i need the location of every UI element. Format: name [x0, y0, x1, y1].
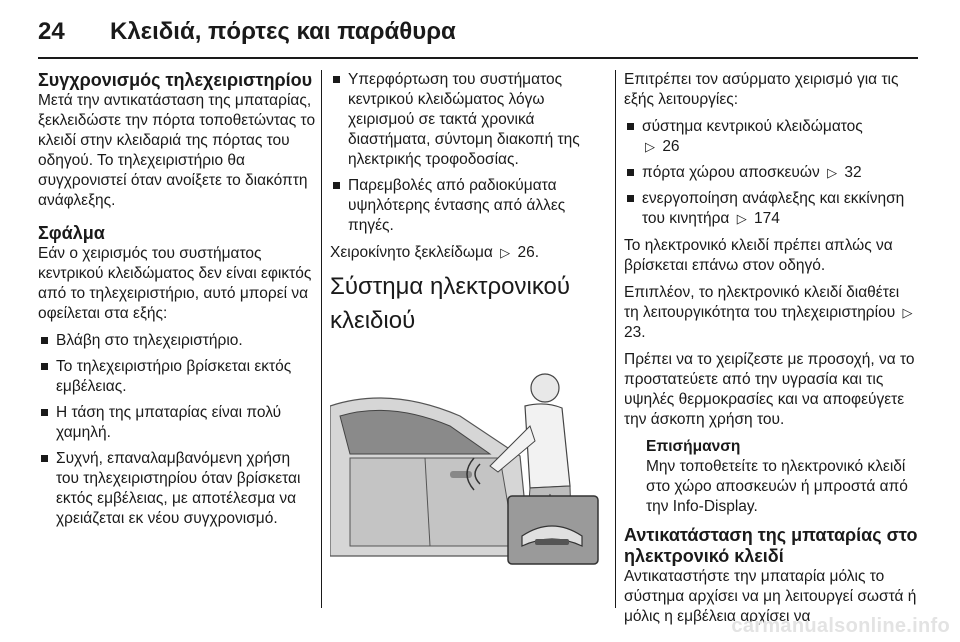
battery-body: Αντικαταστήστε την μπαταρία μόλις το σύστημα αρχίσει να μη λειτουργεί σωστά ή μόλις η εμβέλεια αρχίσει να [624, 568, 917, 625]
cross-reference-icon: ▷ [736, 211, 747, 226]
column-2 [330, 70, 610, 608]
manual-unlock-text: Χειροκίνητο ξεκλείδωμα [330, 244, 493, 261]
cross-reference-icon: ▷ [827, 165, 838, 180]
page-header [38, 10, 918, 54]
battery-heading: Αντικατάσταση της μπαταρίας στο ηλεκτρονικό κλειδί [624, 525, 918, 566]
fault-body: Εάν ο χειρισμός του συστήματος κεντρικού κλειδώματος δεν είναι εφικτός από το τηλεχειριστήριο, αυτό μπορεί να οφείλεται στα εξής: [38, 245, 312, 322]
list-item: Υπερφόρτωση του συστήματος κεντρικού κλειδώματος λόγω χειρισμού σε τακτά χρονικά διαστήματα, σύντομη διακοπή της ηλεκτρικής τροφοδοσίας. [330, 70, 610, 170]
section-heading: Σύστημα ηλεκτρονικού κλειδιού [330, 273, 571, 334]
cross-reference-icon: ▷ [902, 305, 913, 320]
manual-unlock-line [330, 243, 610, 263]
manual-unlock-ref[interactable]: 26. [517, 244, 540, 261]
page-reference[interactable]: 174 [754, 210, 780, 227]
list-item: Παρεμβολές από ραδιοκύματα υψηλότερης έντασης από άλλες πηγές. [330, 176, 610, 236]
list-item: Συχνή, επαναλαμβανόμενη χρήση του τηλεχειριστηρίου όταν βρίσκεται εκτός εμβέλειας, με αποτέλεσμα να χρειάζεται εκ νέου συγχρονισμό. [38, 449, 316, 529]
column-3 [624, 70, 918, 625]
watermark: carmanualsonline.info [731, 615, 950, 637]
electronic-key-illustration [330, 346, 600, 568]
list-item: ενεργοποίηση ανάφλεξης και εκκίνηση του κινητήρα ▷ 174 [624, 189, 918, 229]
list-item: Η τάση της μπαταρίας είναι πολύ χαμηλή. [38, 403, 316, 443]
note-body: Μην τοποθετείτε το ηλεκτρονικό κλειδί στο χώρο αποσκευών ή μπροστά από την Info-Display. [646, 458, 908, 515]
page-reference[interactable]: 32 [844, 164, 862, 181]
note-box [646, 437, 918, 517]
page-reference[interactable]: 26 [662, 138, 680, 155]
fault-list [38, 331, 316, 529]
list-item: Το τηλεχειριστήριο βρίσκεται εκτός εμβέλειας. [38, 357, 316, 397]
intro-text: Επιτρέπει τον ασύρματο χειρισμό για τις εξής λειτουργίες: [624, 71, 899, 108]
list-item: σύστημα κεντρικού κλειδώματος ▷ 26 [624, 117, 918, 157]
header-rule [38, 57, 918, 59]
cause-list [330, 70, 610, 236]
chapter-title: Κλειδιά, πόρτες και παράθυρα [110, 18, 456, 45]
para-3: Πρέπει να το χειρίζεστε με προσοχή, να το προστατεύετε από την υγρασία και τις υψηλές θερμοκρασίες και να αποφεύγετε την άσκοπη χρήση του. [624, 351, 915, 428]
para-2: Επιπλέον, το ηλεκτρονικό κλειδί διαθέτει τη λειτουργικότητα του τηλεχειριστηρίου ▷ 23. [624, 284, 913, 341]
cross-reference-icon: ▷ [500, 245, 511, 260]
sync-heading: Συγχρονισμός τηλεχειριστηρίου [38, 70, 313, 90]
para-1: Το ηλεκτρονικό κλειδί πρέπει απλώς να βρίσκεται επάνω στον οδηγό. [624, 237, 893, 274]
page-number: 24 [38, 18, 65, 45]
sync-body: Μετά την αντικατάσταση της μπαταρίας, ξεκλειδώστε την πόρτα τοποθετώντας το κλειδί στην κλειδαριά της πόρτας του οδηγού. Το τηλεχειριστήριο θα συγχρονιστεί όταν ανοίξετε το διακόπτη ανάφλεξης. [38, 92, 316, 209]
column-divider-1 [321, 70, 322, 608]
cross-reference-icon: ▷ [645, 139, 655, 154]
column-divider-2 [615, 70, 616, 608]
page-reference[interactable]: 23. [624, 324, 646, 341]
list-item: πόρτα χώρου αποσκευών ▷ 32 [624, 163, 918, 183]
list-item: Βλάβη στο τηλεχειριστήριο. [38, 331, 316, 351]
fault-heading: Σφάλμα [38, 223, 105, 243]
column-1 [38, 70, 316, 608]
note-heading: Επισήμανση [646, 438, 741, 455]
function-list [624, 117, 918, 229]
